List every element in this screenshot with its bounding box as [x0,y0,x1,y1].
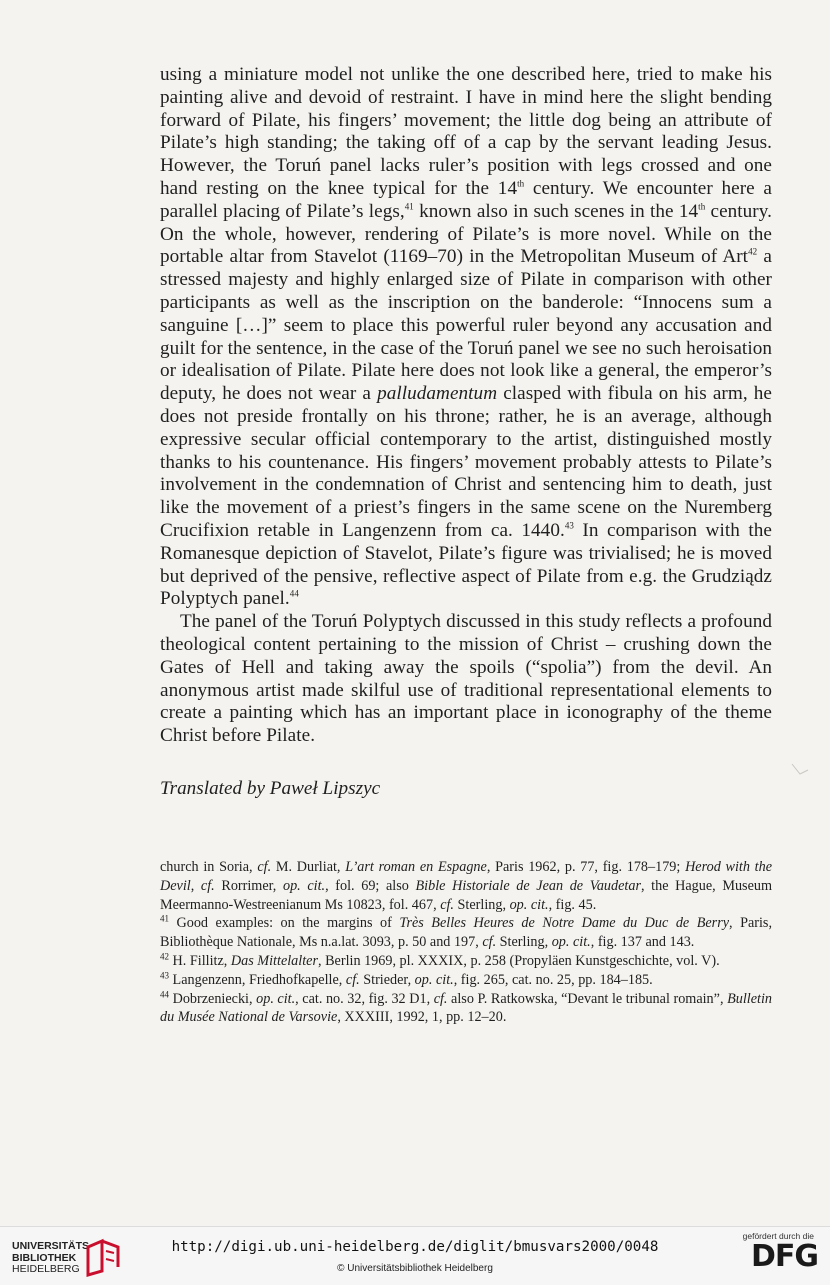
library-name-line2: BIBLIOTHEK [12,1251,77,1264]
text-run: church in Soria, [160,859,258,875]
text-run: a stressed majesty and highly enlarged size of Pilate in comparison with other participants as well as the inscription on the banderole: “Innocens sum a sanguine […]” seem to place this powerful ruler beyond any accusation and guilt for the sentence, in the case of the Toruń panel we see no such heroisation or idealisation of Pilate. Pilate here does not look like a general, the emperor’s deputy, he does not wear a [160,246,772,405]
italic-text: L’art roman en Espagne [345,859,487,875]
source-url-link[interactable]: http://digi.ub.uni-heidelberg.de/diglit/bmusvars2000/0048 [171,1239,659,1255]
footnote [160,971,772,990]
note-ref: th [517,178,525,189]
body-text [160,64,772,748]
italic-text: Très Belles Heures de Notre Dame du Duc de Berry [399,915,730,932]
italic-text: cf. [345,971,360,988]
italic-text: op. cit. [256,990,296,1007]
library-name-line3: HEIDELBERG [12,1263,80,1275]
footnote [160,990,772,1028]
text-run: Sterling, [453,896,510,913]
text-run: Langenzenn, Friedhofkapelle, [169,971,346,988]
footnote [160,914,772,952]
italic-text: op. cit. [509,896,549,913]
note-ref: 42 [748,246,758,257]
text-run: , Paris 1962, p. 77, fig. 178–179; [486,859,686,875]
italic-text: cf. [440,896,454,913]
text-run: century. On the whole, however, rendering of Pilate’s is more novel. While on the portable altar from Stavelot (1169–70) in the Metropolitan Museum of Art [160,200,772,268]
note-ref: th [698,201,706,212]
funded-by-label: gefördert durch die [742,1231,814,1241]
text-run: Good examples: on the margins of [169,915,400,932]
text-run: , Paris, Bibliothèque Nationale, Ms n.a.lat. 3093, p. 50 and 197, [160,915,773,951]
text-run: In comparison with the Romanesque depiction of Stavelot, Pilate’s figure was trivialised; he is moved but deprived of the pensive, reflective aspect of Pilate from e.g. the Grudziądz Polyptych panel. [160,519,772,610]
note-ref: 44 [289,588,299,599]
paragraph [160,64,772,611]
note-ref: 41 [404,201,414,212]
footnote [160,858,772,914]
text-run: , Berlin 1969, pl. XXXIX, p. 258 (Propyläen Kunstgeschichte, vol. V). [317,952,720,969]
note-ref: 41 [160,913,169,924]
italic-text: cf. [257,859,272,875]
note-ref: 43 [564,520,574,531]
text-run: using a miniature model not unlike the one described here, tried to make his painting alive and devoid of restraint. I have in mind here the slight bending forward of Pilate, his fingers’ movement; the little dog being an attribute of Pilate’s high standing; the taking off of a cap by the servant leading Jesus. However, the Toruń panel lacks ruler’s position with legs crossed and one hand resting on the knee typical for the 14 [160,64,772,199]
italic-text: op. cit. [414,971,454,988]
italic-text: Das Mittelalter [230,952,318,969]
text-run: Strieder, [359,971,415,988]
text-run: clasped with fibula on his arm, he does not preside frontally on his throne; rather, he is an average, although expressive secular official contemporary to the artist, distinguished mostly thanks to his countenance. His fingers’ movement probably attests to Pilate’s involvement in the condemnation of Christ and sentencing him to death, just like the movement of a priest’s fingers in the same scene on the Nuremberg Crucifixion retable in Langenzenn from ca. 1440. [160,383,772,541]
italic-text: cf. [433,990,448,1007]
dfg-logo[interactable] [722,1231,818,1279]
italic-text: palludamentum [377,383,498,405]
italic-text: op. cit. [282,877,326,894]
italic-text: Bulletin du Musée National de Varsovie [160,990,772,1026]
italic-text: op. cit. [551,934,591,951]
note-ref: 44 [160,988,169,999]
text-run: known also in such scenes in the 14 [413,200,699,222]
italic-text: Bible Historiale de Jean de Vaudetar [415,877,641,894]
footnotes [160,858,772,1027]
text-run: , XXXIII, 1992, 1, pp. 12–20. [337,1009,507,1026]
text-run: , the Hague, Museum Meermanno-Westreenianum Ms 10823, fol. 467, [160,877,772,913]
paragraph [160,611,772,748]
text-run: Dobrzeniecki, [169,990,257,1007]
text-run: The panel of the Toruń Polyptych discussed in this study reflects a profound theological content pertaining to the mission of Christ – crushing down the Gates of Hell and taking away the spoils (“spolia”) from the devil. An anonymous artist made skilful use of traditional representational elements to create a painting which has an important place in iconography of the theme Christ before Pilate. [160,611,772,747]
text-run: , [190,877,201,894]
note-ref: 43 [160,970,169,981]
text-run: also P. Ratkowska, “Devant le tribunal romain”, [447,990,728,1007]
italic-text: Herod with the Devil [160,859,773,894]
text-run: M. Durliat, [271,859,346,875]
text-run: , cat. no. 32, fig. 32 D1, [295,990,434,1007]
italic-text: cf. [200,877,215,894]
library-name-line1: UNIVERSITÄTS- [12,1240,93,1252]
italic-text: cf. [482,934,497,951]
text-run: , fol. 69; also [325,877,416,894]
text-run: H. Fillitz, [169,952,231,969]
footnote [160,952,772,971]
footer-bar [0,1226,830,1285]
text-run: , fig. 265, cat. no. 25, pp. 184–185. [453,971,653,988]
text-run: century. We encounter here a parallel placing of Pilate’s legs, [160,177,773,222]
text-run: , fig. 137 and 143. [590,934,695,951]
text-run: Rorrimer, [214,877,283,894]
copyright-notice: © Universitätsbibliothek Heidelberg [337,1263,493,1274]
page-mark [790,762,810,782]
note-ref: 42 [160,951,169,962]
translator-credit: Translated by Paweł Lipszyc [160,778,381,799]
text-run: Sterling, [496,934,552,951]
text-run: , fig. 45. [548,896,597,913]
dfg-wordmark: DFG [750,1239,818,1274]
